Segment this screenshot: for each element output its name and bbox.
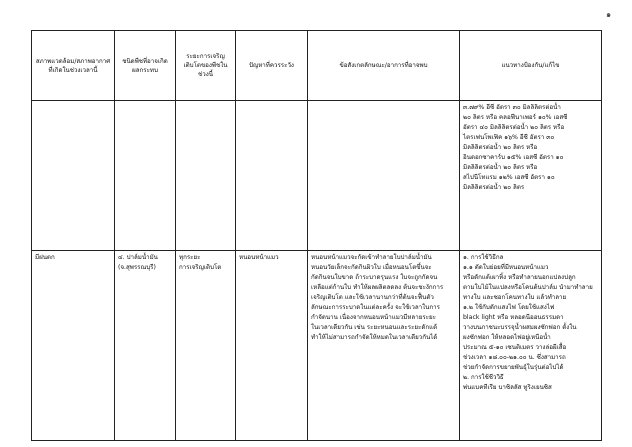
symptom-line: ในเวลาเดียวกัน เช่น ระยะหนอนและระยะดักแด้ bbox=[311, 324, 438, 331]
cell-stage bbox=[176, 101, 236, 251]
crop-line: ๔. ปาล์มน้ำมัน bbox=[118, 254, 158, 261]
stage-line: ทุกระยะ bbox=[179, 254, 201, 261]
cell-remedy bbox=[460, 251, 602, 441]
table-row bbox=[32, 251, 602, 441]
header-growth-stage: ระยะการเจริญเติบโตของพืชในช่วงนี้ bbox=[176, 31, 236, 101]
crop-line: (จ.สุพรรณบุรี) bbox=[118, 264, 156, 271]
remedy-line: มิลลิลิตรต่อน้ำ ๒๐ ลิตร bbox=[463, 184, 525, 191]
symptom-line: ลักษณะการระบาดในแต่ละครั้ง จะใช้เวลาในการ bbox=[311, 304, 440, 311]
header-crop: ชนิดพืชที่อาจเกิดผลกระทบ bbox=[115, 31, 176, 101]
remedy-line: ช่วงเวลา ๑๘.๐๐-๒๑.๐๐ น. ซึ่งสามารถ bbox=[463, 354, 566, 361]
remedy-line: อินดอกซาคาร์บ ๑๕% เอสซี อัตรา ๑๐ bbox=[463, 154, 564, 161]
remedy-line: ๒. การใช้ชีววิธี bbox=[463, 374, 504, 381]
remedy-line: ตามใบไม้ในแปลงหรือโคนต้นปาล์ม นำมาทำลาย bbox=[463, 284, 593, 291]
cell-crop bbox=[115, 101, 176, 251]
symptom-line: เจริญเติบโต และใช้เวลานานกว่าที่ต้นจะฟื้นตัว bbox=[311, 294, 434, 301]
remedy-line: ๑.๒ ใช้กับดักแสงไฟ โดยใช้แสงไฟ bbox=[463, 304, 555, 311]
remedy-line: ๑.๑ ตัดใบย่อยที่มีหนอนหน้าแมว bbox=[463, 264, 549, 271]
remedy-line: หรือดักแด้เผาทิ้ง หรือทำลายนอกแปลงปลูก bbox=[463, 274, 576, 281]
cell-stage bbox=[176, 251, 236, 441]
cell-remedy bbox=[460, 101, 602, 251]
cell-symptoms bbox=[308, 251, 460, 441]
remedy-line: มิลลิลิตรต่อน้ำ ๒๐ ลิตร หรือ bbox=[463, 144, 538, 151]
table-row bbox=[32, 101, 602, 251]
cell-crop bbox=[115, 251, 176, 441]
pest-advisory-table bbox=[31, 30, 602, 441]
cell-symptoms bbox=[308, 101, 460, 251]
symptom-line: กัดกินจนใบขาด ถ้าระบาดรุนแรง ใบจะถูกกัดจน bbox=[311, 274, 438, 281]
remedy-line: อัตรา ๔๐ มิลลิลิตรต่อน้ำ ๒๐ ลิตร หรือ bbox=[463, 124, 565, 131]
remedy-line: พ่นแบคทีเรีย บาซิลลัส ทูริงเยนซิส bbox=[463, 384, 552, 391]
remedy-line: สไปนีโทแรม ๑๒% เอสซี อัตรา ๑๐ bbox=[463, 174, 555, 181]
cell-environment: มีฝนตก bbox=[32, 251, 115, 441]
remedy-line: มิลลิลิตรต่อน้ำ ๒๐ ลิตร หรือ bbox=[463, 164, 538, 171]
symptom-line: กำจัดนาน เนื่องจากหนอนหน้าแมวมีหลายระยะ bbox=[311, 314, 436, 321]
remedy-line: ๒๐ ลิตร หรือ คลอฟีนาเพอร์ ๑๐% เอสซี bbox=[463, 114, 568, 121]
remedy-line: วางบนภาชนะบรรจุน้ำผสมผงซักฟอก ตั้งใน bbox=[463, 324, 577, 331]
header-problem: ปัญหาที่ควรระวัง bbox=[236, 31, 308, 101]
symptom-line: ทำให้ไม่สามารถกำจัดให้หมดในเวลาเดียวกันได้ bbox=[311, 334, 438, 341]
stage-line: การเจริญเติบโต bbox=[179, 264, 222, 271]
header-environment: สภาพแวดล้อม/สภาพอากาศที่เกิดในช่วงเวลานี้ bbox=[32, 31, 115, 101]
header-symptoms: ข้อสังเกตลักษณะ/อาการที่อาจพบ bbox=[308, 31, 460, 101]
symptom-line: หนอนวัยเล็กจะกัดกินผิวใบ เมื่อหนอนโตขึ้นจะ bbox=[311, 264, 432, 271]
cell-environment bbox=[32, 101, 115, 251]
remedy-line: ไตรเฟนโพเฟิค ๑๖% อีซี อัตรา ๓๐ bbox=[463, 134, 555, 141]
remedy-line: ๓.๗๙% อีซี อัตรา ๓๐ มิลลิลิตรต่อน้ำ bbox=[463, 104, 561, 111]
symptom-line: เหลือแต่ก้านใบ ทำให้ผลผลิตลดลง ต้นจะชะงักการ bbox=[311, 284, 444, 291]
cell-problem bbox=[236, 101, 308, 251]
remedy-line: ช่วยกำจัดการขยายพันธุ์ในรุ่นต่อไปได้ bbox=[463, 364, 564, 371]
page-number: ๑ bbox=[606, 10, 612, 19]
remedy-line: ทางใบ และซอกโคนทางใบ แล้วทำลาย bbox=[463, 294, 567, 301]
cell-problem: หนอนหน้าแมว bbox=[236, 251, 308, 441]
header-remedy: แนวทางป้องกัน/แก้ไข bbox=[460, 31, 602, 101]
remedy-line: ผงซักฟอก ให้หลอดไฟอยู่เหนือน้ำ bbox=[463, 334, 551, 341]
remedy-line: ประมาณ ๕-๑๐ เซนติเมตร วางล่อผีเสื้อ bbox=[463, 344, 567, 351]
symptom-line: หนอนหน้าแมวจะกัดเข้าทำลายใบปาล์มน้ำมัน bbox=[311, 254, 432, 261]
remedy-line: ๑. การใช้วิธีกล bbox=[463, 254, 504, 261]
remedy-line: black light หรือ หลอดนีออนธรรมดา bbox=[463, 314, 564, 321]
table-header-row bbox=[32, 31, 602, 101]
